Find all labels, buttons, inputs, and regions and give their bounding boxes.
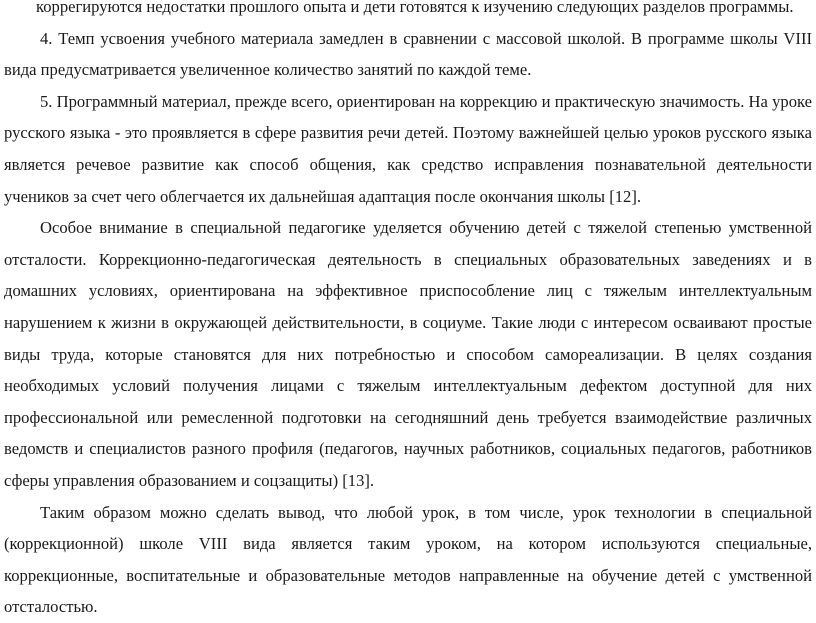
paragraph-item-5: 5. Программный материал, прежде всего, ориентирован на коррекцию и практическую значимость. На уроке русского языка - это проявляется в сфере развития речи детей. Поэтому важнейшей целью уроков русского языка является речевое развитие как способ общения, как средство исправления познавательной деятельности учеников за счет чего облегчается их дальнейшая адаптация после окончания школы [12]. [4,91,812,206]
paragraph-conclusion: Таким образом можно сделать вывод, что любой урок, в том числе, урок технологии в специальной (коррекционной) школе VIII вида является таким уроком, на котором используются специальные, коррекционные, воспитательные и образовательные методов направленные на обучение детей с умственной отсталостью. [4,502,812,617]
paragraph-continuation: коррегируются недостатки прошлого опыта и дети готовятся к изучению следующих разделов программы. [36,0,794,16]
paragraph-special-pedagogy: Особое внимание в специальной педагогике уделяется обучению детей с тяжелой степенью умственной отсталости. Коррекционно-педагогическая деятельность в специальных образовательных заведениях и в домашних условиях, ориентирована на эффективное приспособление лиц с тяжелым интеллектуальным нарушением к жизни в окружающей действительности, в социуме. Такие люди с интересом осваивают простые виды труда, которые становятся для них потребностью и способом самореализации. В целях создания необходимых условий получения лицами с тяжелым интеллектуальным дефектом доступной для них профессиональной или ремесленной подготовки на сегодняшний день требуется взаимодействие различных ведомств и специалистов разного профиля (педагогов, научных работников, социальных педагогов, работников сферы управления образованием и соцзащиты) [13]. [4,218,812,490]
paragraph-item-4: 4. Темп усвоения учебного материала замедлен в сравнении с массовой школой. В программе школы VIII вида предусматривается увеличенное количество занятий по каждой теме. [4,28,812,80]
